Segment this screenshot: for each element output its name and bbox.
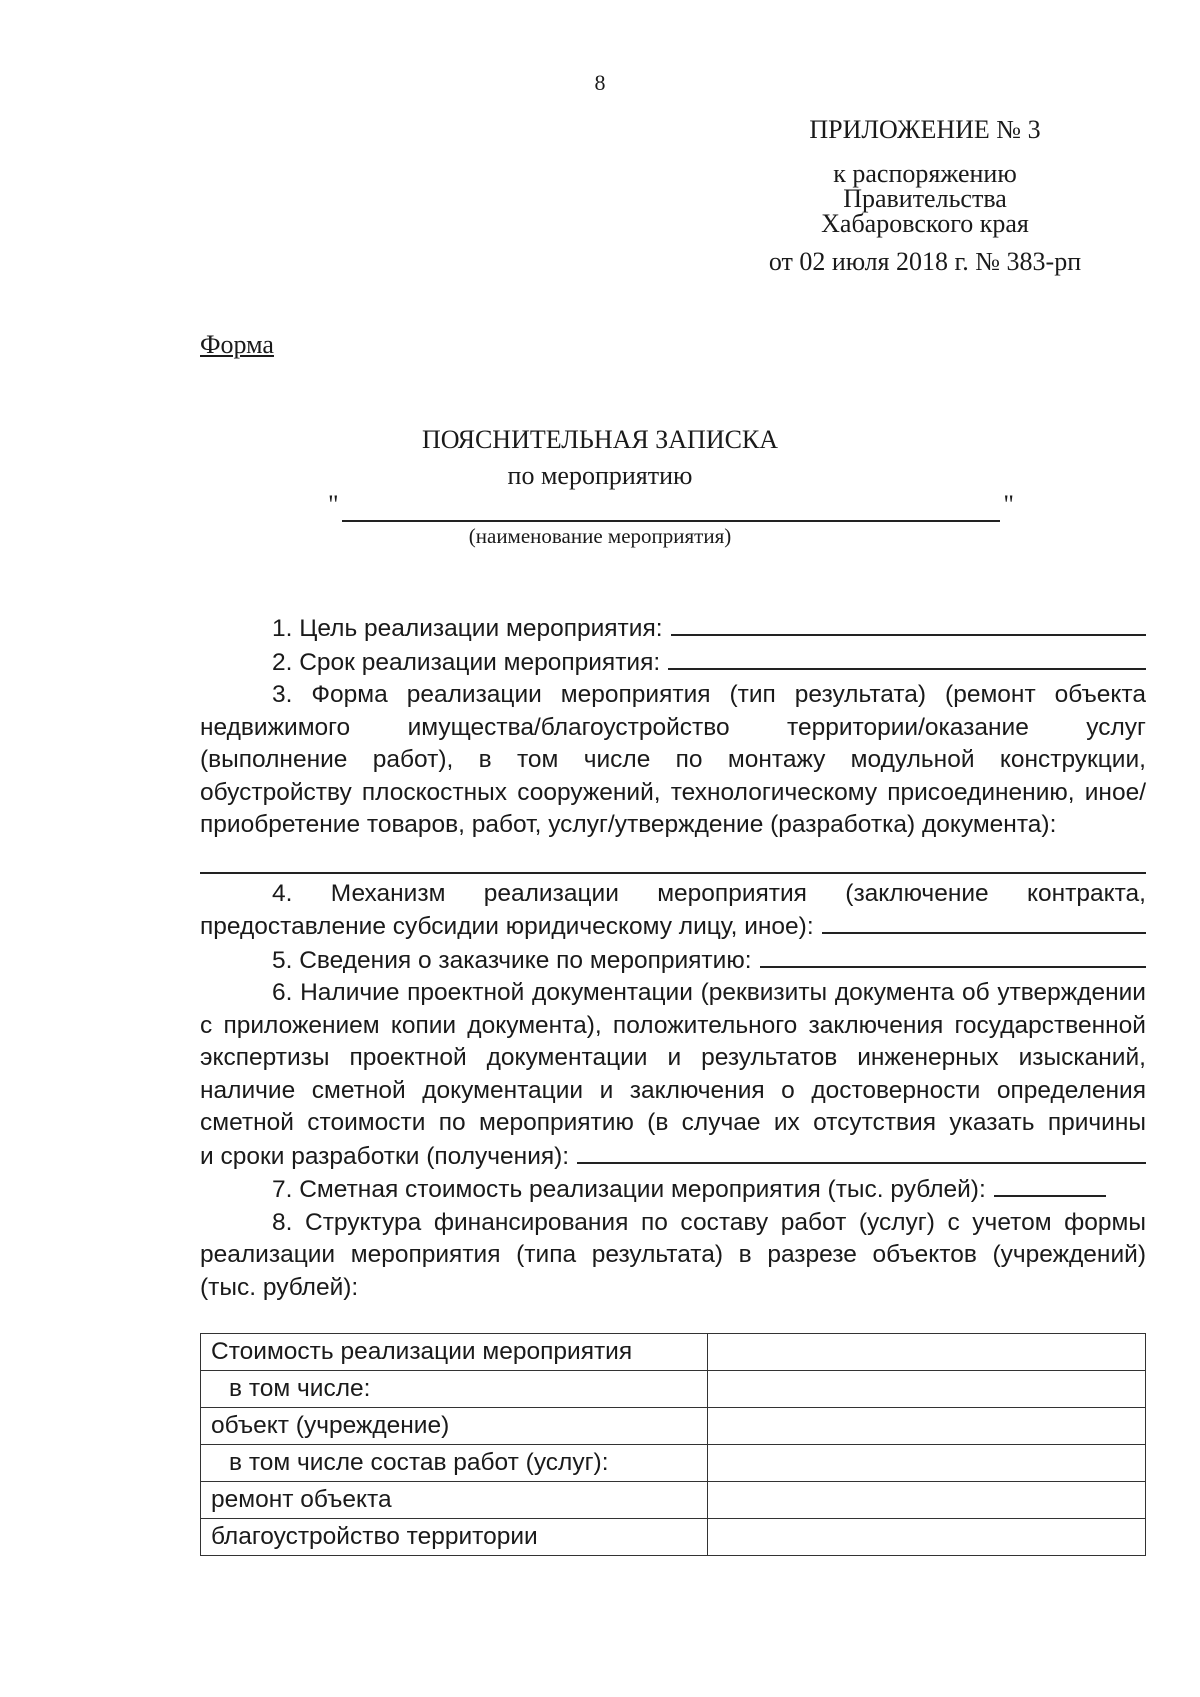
item-2	[200, 646, 1146, 680]
table-row	[201, 1482, 1146, 1519]
document-subtitle: по мероприятию	[507, 461, 693, 490]
item-4-text: 4. Механизм реализации мероприятия (заключение контракта,	[272, 879, 1146, 907]
table-row-value[interactable]	[708, 1408, 1146, 1445]
page-number: 8	[594, 70, 606, 95]
appendix-title: ПРИЛОЖЕНИЕ № 3	[809, 115, 1041, 144]
open-quote: "	[328, 490, 339, 519]
table-row-label: ремонт объекта	[201, 1482, 708, 1519]
item-1-blank[interactable]	[671, 612, 1146, 636]
form-label: Форма	[200, 330, 274, 359]
table-row-label: в том числе:	[201, 1371, 708, 1408]
appendix-line-1: к распоряжению	[833, 159, 1017, 188]
item-6-text: 6. Наличие проектной документации (реквизиты документа об утверждении с приложением копии документа), положительного заключения государственной экспертизы проектной документации и результатов инженерных изысканий, наличие сметной документации и заключения о достоверности определения сметной стоимости по мероприятию (в случае их отсутствия указать причины	[200, 979, 1146, 1136]
table-row-value[interactable]	[708, 1334, 1146, 1371]
table-row	[201, 1445, 1146, 1482]
item-1-text: 1. Цель реализации мероприятия:	[272, 615, 663, 642]
table-row-label: в том числе состав работ (услуг):	[201, 1445, 708, 1482]
table-row	[201, 1371, 1146, 1408]
event-name-caption: (наименование мероприятия)	[468, 524, 732, 548]
item-5-text: 5. Сведения о заказчике по мероприятию:	[272, 946, 752, 974]
item-5	[200, 944, 1146, 978]
appendix-block	[740, 117, 1110, 274]
close-quote: "	[1003, 490, 1014, 519]
item-1	[200, 612, 1146, 646]
table-row-label: объект (учреждение)	[201, 1408, 708, 1445]
item-2-blank[interactable]	[668, 646, 1146, 670]
item-8-text: 8. Структура финансирования по составу работ (услуг) с учетом формы реализации мероприятия (типа результата) в разрезе объектов (учреждений) (тыс. рублей):	[200, 1208, 1146, 1301]
table-row-value[interactable]	[708, 1445, 1146, 1482]
item-5-blank[interactable]	[760, 944, 1146, 968]
appendix-line-3: Хабаровского края	[821, 209, 1029, 238]
event-name-field[interactable]	[328, 490, 1014, 524]
table-row	[201, 1408, 1146, 1445]
appendix-line-2: Правительства	[843, 184, 1007, 213]
item-6-tail	[200, 1140, 1146, 1174]
item-4-blank[interactable]	[822, 910, 1146, 934]
item-2-text: 2. Срок реализации мероприятия:	[272, 648, 661, 676]
table-row-label: благоустройство территории	[201, 1519, 708, 1556]
appendix-date: от 02 июля 2018 г. № 383-рп	[768, 247, 1082, 276]
table-row	[201, 1334, 1146, 1371]
document-title: ПОЯСНИТЕЛЬНАЯ ЗАПИСКА	[421, 425, 779, 454]
document-body	[200, 612, 1146, 1304]
item-6-tail-text: и сроки разработки (получения):	[200, 1142, 570, 1170]
table-row	[201, 1519, 1146, 1556]
item-6-blank[interactable]	[577, 1140, 1146, 1164]
item-7-blank[interactable]	[994, 1173, 1106, 1197]
table-row-value[interactable]	[708, 1482, 1146, 1519]
event-name-blank	[342, 520, 1000, 522]
item-4-tail	[200, 910, 1146, 944]
item-3-blank[interactable]	[200, 842, 1146, 874]
financing-table	[200, 1333, 1146, 1556]
item-7-text: 7. Сметная стоимость реализации мероприятия (тыс. рублей):	[272, 1176, 986, 1203]
item-7	[200, 1173, 1146, 1207]
table-row-value[interactable]	[708, 1371, 1146, 1408]
item-4-tail-text: предоставление субсидии юридическому лицу, иное):	[200, 913, 814, 940]
item-3-text: 3. Форма реализации мероприятия (тип результата) (ремонт объекта недвижимого имущества/благоустройство территории/оказание услуг (выполнение работ), в том числе по монтажу модульной конструкции, обустройству плоскостных сооружений, технологическому присоединению, иное/приобретение товаров, работ, услуг/утверждение (разработка) документа):	[200, 681, 1146, 838]
table-row-label: Стоимость реализации мероприятия	[201, 1334, 708, 1371]
table-row-value[interactable]	[708, 1519, 1146, 1556]
